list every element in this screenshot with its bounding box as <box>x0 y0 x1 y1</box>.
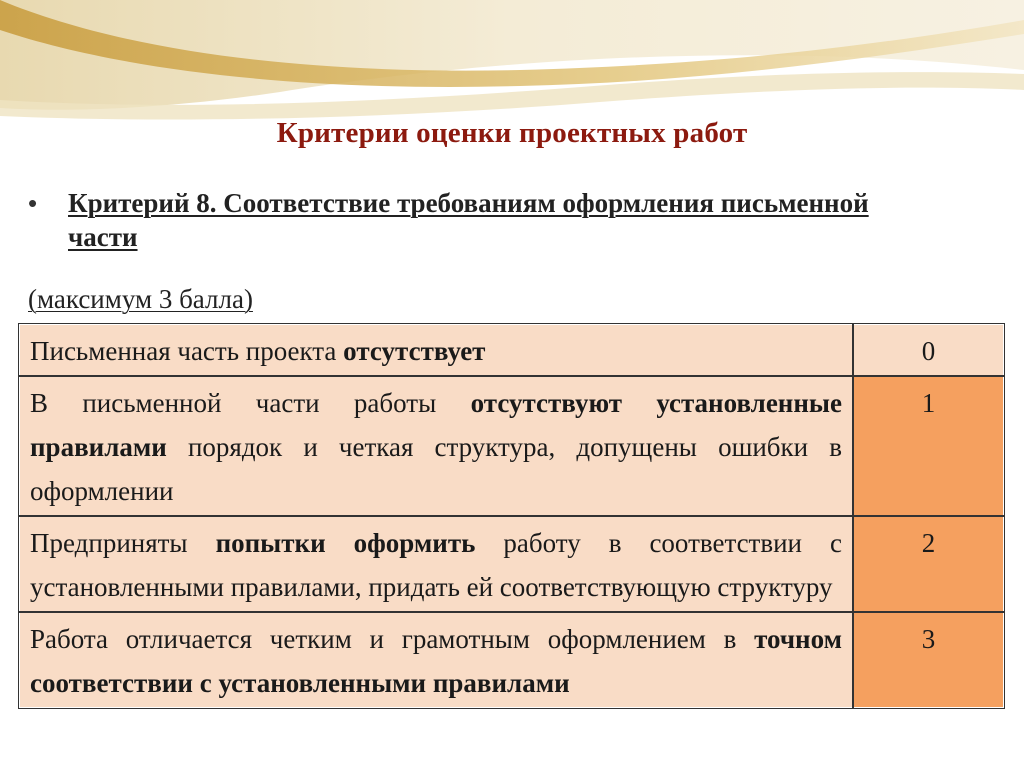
description-text: порядок и четкая структура, допущены ошибки в оформлении <box>30 432 842 506</box>
criterion-heading: Критерий 8. Соответствие требованиям оформления письменной части <box>68 188 869 252</box>
emphasis-text: точном соответствии с установленными правилами <box>30 624 842 698</box>
table-row <box>19 612 1004 708</box>
criterion-description-cell <box>19 324 853 376</box>
score-cell: 0 <box>853 324 1004 376</box>
emphasis-text: попытки оформить <box>215 528 476 558</box>
description-text: Работа отличается четким и грамотным оформлением в <box>30 624 755 654</box>
table-row <box>19 516 1004 612</box>
criterion-description-cell <box>19 376 853 516</box>
table-row <box>19 376 1004 516</box>
score-cell: 2 <box>853 516 1004 612</box>
criterion-description-cell <box>19 612 853 708</box>
score-cell: 3 <box>853 612 1004 708</box>
bullet-icon: • <box>28 188 38 218</box>
header-decoration <box>0 0 1024 130</box>
emphasis-text: отсутствует <box>343 336 486 366</box>
description-text: Предприняты <box>30 528 216 558</box>
description-text: работу в соответствии с установленными правилами, придать ей соответствующую структуру <box>30 528 842 602</box>
slide-title: Критерии оценки проектных работ <box>276 117 748 149</box>
table-row <box>19 324 1004 376</box>
score-cell: 1 <box>853 376 1004 516</box>
description-text: В письменной части работы <box>30 388 471 418</box>
max-points-note: (максимум 3 балла) <box>28 284 253 314</box>
criteria-table <box>18 323 1005 709</box>
criterion-description-cell <box>19 516 853 612</box>
description-text: Письменная часть проекта <box>30 336 344 366</box>
emphasis-text: отсутствуют установленные правилами <box>30 388 842 462</box>
